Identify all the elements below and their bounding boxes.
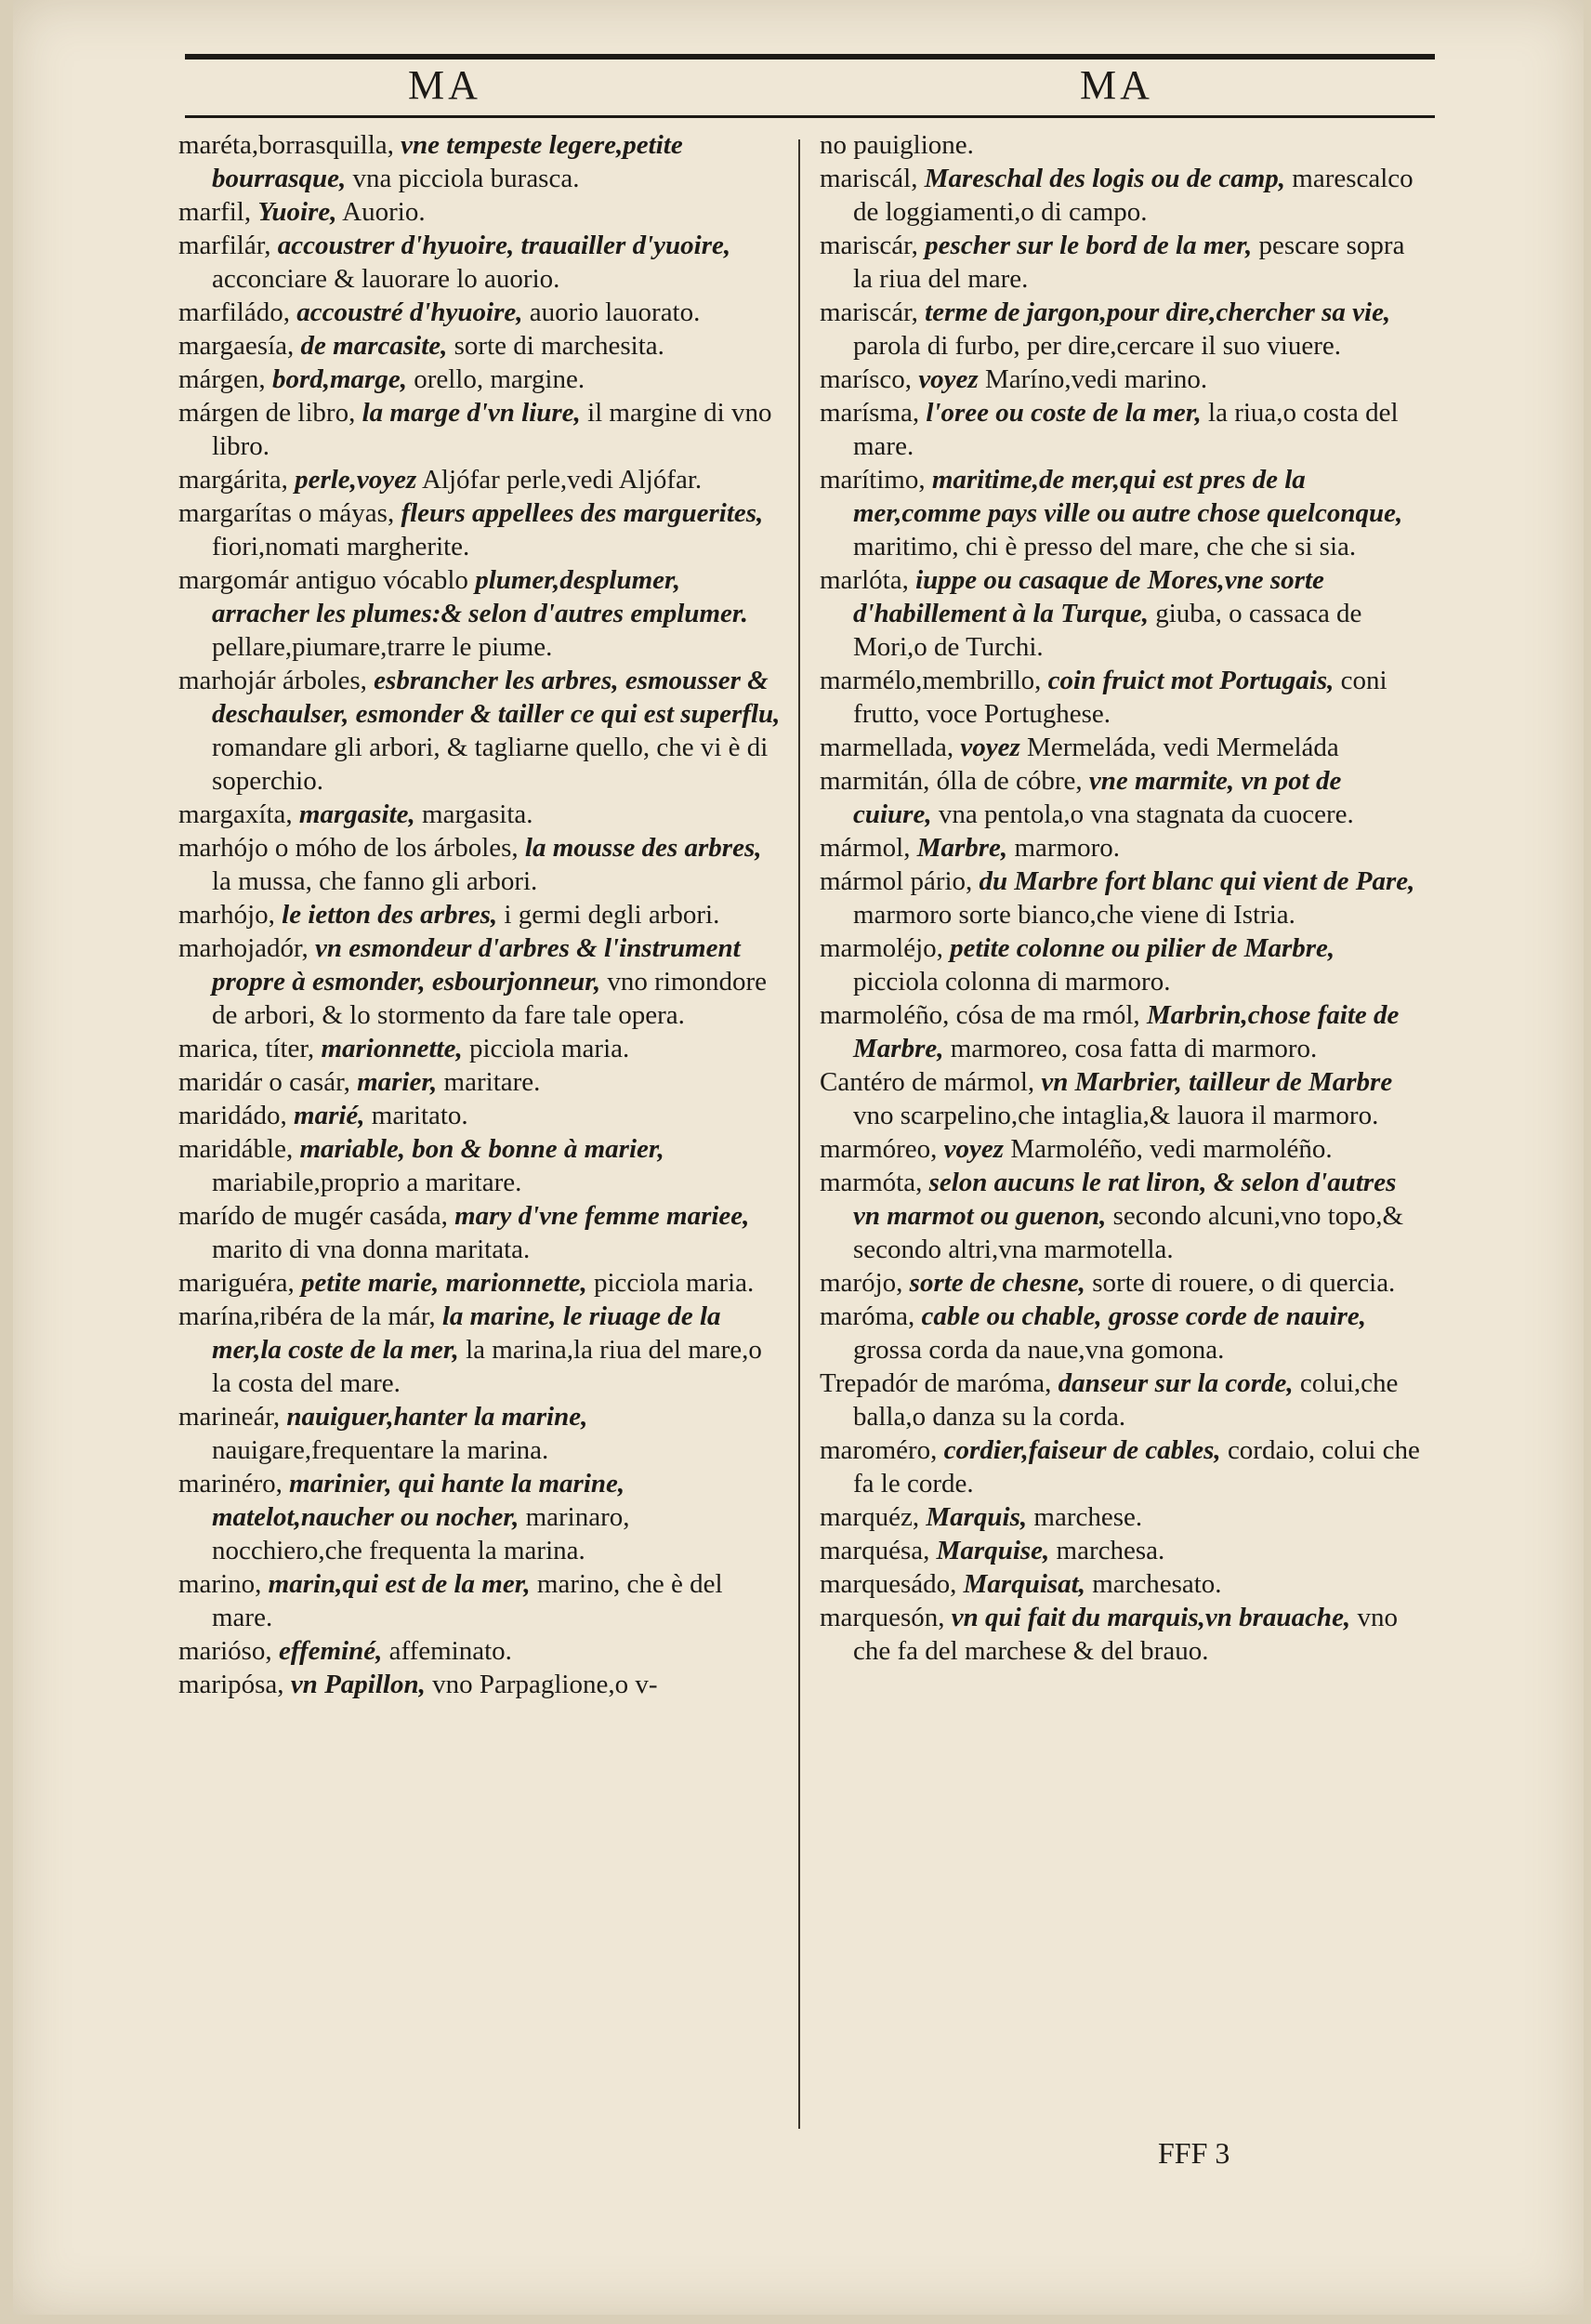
entry-headword: marmoléño, cósa de ma rmól,: [820, 1000, 1140, 1030]
entry-headword: marquésa,: [820, 1536, 930, 1565]
entry-french: pescher sur le bord de la mer,: [925, 231, 1253, 260]
entry-french: effeminé,: [278, 1636, 383, 1666]
dictionary-entry: [820, 363, 1424, 396]
dictionary-entry: [820, 931, 1424, 998]
entry-french: voyez: [960, 733, 1020, 762]
entry-headword: marino,: [178, 1569, 262, 1599]
entry-french: esbrancher les arbres, esmousser & deschaulser, esmonder & tailler ce qui est superflu,: [212, 666, 781, 729]
entry-italian: nauigare,frequentare la marina.: [212, 1435, 549, 1465]
entry-headword: marítimo,: [820, 465, 926, 495]
entry-french: vne tempeste legere,petite bourrasque,: [212, 130, 683, 193]
entry-headword: marquéz,: [820, 1502, 920, 1532]
entry-french: voyez: [918, 364, 979, 394]
entry-italian: vno che fa del marchese & del brauo.: [853, 1603, 1398, 1666]
entry-italian: Aljófar perle,vedi Aljófar.: [421, 465, 703, 495]
entry-headword: marfil,: [178, 197, 252, 227]
entry-italian: margasita.: [422, 799, 533, 829]
entry-french: vn Papillon,: [290, 1670, 426, 1699]
entry-italian: sorte di marchesita.: [454, 331, 664, 361]
entry-french: cordier,faiseur de cables,: [943, 1435, 1221, 1465]
entry-italian: cordaio, colui che fa le corde.: [853, 1435, 1420, 1499]
entry-french: marié,: [294, 1101, 365, 1130]
entry-french: accoustrer d'hyuoire, trauailler d'yuoire,: [277, 231, 731, 260]
entry-italian: pellare,piumare,trarre le piume.: [212, 632, 553, 662]
dictionary-entry: [178, 1400, 782, 1467]
dictionary-entry: [820, 1534, 1424, 1567]
entry-italian: il margine di vno libro.: [212, 398, 772, 461]
dictionary-entry: [178, 1032, 782, 1065]
entry-french: du Marbre fort blanc qui vient de Pare,: [979, 866, 1415, 896]
entry-italian: colui,che balla,o danza su la corda.: [853, 1368, 1399, 1432]
entry-italian: maritare.: [443, 1067, 541, 1097]
entry-french: voyez: [943, 1134, 1005, 1164]
entry-headword: marísco,: [820, 364, 913, 394]
running-head-left: MA: [408, 62, 481, 108]
dictionary-entry: [178, 128, 782, 195]
entry-french: marier,: [357, 1067, 438, 1097]
entry-headword: marhojár árboles,: [178, 666, 367, 695]
entry-headword: mariscár,: [820, 231, 918, 260]
dictionary-entry: [820, 128, 1424, 162]
dictionary-entry: [820, 396, 1424, 463]
dictionary-entry: [820, 731, 1424, 764]
dictionary-entry: [820, 162, 1424, 229]
entry-french: marinier, qui hante la marine, matelot,naucher ou nocher,: [212, 1469, 625, 1532]
dictionary-entry: [820, 764, 1424, 831]
dictionary-entry: [820, 1367, 1424, 1433]
entry-headword: marído de mugér casáda,: [178, 1201, 448, 1231]
running-head-right: MA: [1080, 62, 1153, 108]
entry-italian: secondo alcuni,vno topo,& secondo altri,vna marmotella.: [853, 1201, 1404, 1264]
entry-italian: marchesa.: [1056, 1536, 1165, 1565]
entry-french: plumer,desplumer, arracher les plumes:& selon d'autres emplumer.: [212, 565, 748, 628]
entry-french: vn Marbrier, tailleur de Marbre: [1041, 1067, 1393, 1097]
entry-headword: marquesádo,: [820, 1569, 957, 1599]
entry-headword: marmóreo,: [820, 1134, 938, 1164]
entry-italian: orello, margine.: [414, 364, 585, 394]
dictionary-entry: [820, 865, 1424, 931]
entry-italian: marito di vna donna maritata.: [212, 1235, 531, 1264]
entry-french: accoustré d'hyuoire,: [296, 297, 523, 327]
entry-french: Marquis,: [926, 1502, 1028, 1532]
entry-italian: auorio lauorato.: [529, 297, 701, 327]
entry-italian: marino, che è del mare.: [212, 1569, 723, 1632]
entry-italian: grossa corda da naue,vna gomona.: [853, 1335, 1225, 1365]
entry-italian: maritimo, chi è presso del mare, che che si sia.: [853, 532, 1357, 561]
entry-french: terme de jargon,pour dire,chercher sa vie,: [925, 297, 1391, 327]
entry-italian: marescalco de loggiamenti,o di campo.: [853, 164, 1413, 227]
entry-french: marin,qui est de la mer,: [268, 1569, 531, 1599]
entry-french: coin fruict mot Portugais,: [1047, 666, 1335, 695]
entry-headword: marhójo o móho de los árboles,: [178, 833, 519, 863]
entry-french: l'oree ou coste de la mer,: [926, 398, 1202, 428]
entry-headword: marmitán, ólla de cóbre,: [820, 766, 1083, 796]
entry-headword: marica, títer,: [178, 1034, 315, 1063]
dictionary-entry: [820, 1601, 1424, 1668]
entry-headword: maridádo,: [178, 1101, 287, 1130]
entry-french: vn qui fait du marquis,vn brauache,: [951, 1603, 1351, 1632]
entry-italian: marmoreo, cosa fatta di marmoro.: [950, 1034, 1318, 1063]
entry-headword: marísma,: [820, 398, 920, 428]
dictionary-entry: [820, 1567, 1424, 1601]
entry-headword: márgen,: [178, 364, 266, 394]
dictionary-entry: [820, 463, 1424, 563]
dictionary-entry: [178, 296, 782, 329]
dictionary-entry: [178, 1300, 782, 1400]
entry-headword: marfilár,: [178, 231, 271, 260]
dictionary-entry: [178, 1266, 782, 1300]
entry-italian: romandare gli arbori, & tagliarne quello, che vi è di soperchio.: [212, 733, 769, 796]
entry-headword: maréta,borrasquilla,: [178, 130, 394, 160]
entry-headword: Cantéro de mármol,: [820, 1067, 1035, 1097]
entry-italian: vno scarpelino,che intaglia,& lauora il marmoro.: [853, 1101, 1379, 1130]
dictionary-entry: [178, 1065, 782, 1099]
dictionary-entry: [178, 396, 782, 463]
entry-italian: acconciare & lauorare lo auorio.: [212, 264, 560, 294]
entry-headword: margaxíta,: [178, 799, 293, 829]
top-rule: [185, 54, 1435, 59]
entry-headword: maróma,: [820, 1301, 915, 1331]
entry-italian: giuba, o cassaca de Mori,o de Turchi.: [853, 599, 1362, 662]
entry-headword: maroméro,: [820, 1435, 938, 1465]
entry-headword: marineár,: [178, 1402, 281, 1432]
entry-italian: parola di furbo, per dire,cercare il suo viuere.: [853, 331, 1341, 361]
entry-french: sorte de chesne,: [909, 1268, 1085, 1298]
entry-headword: marójo,: [820, 1268, 903, 1298]
entry-italian: vno Parpaglione,o v-: [432, 1670, 658, 1699]
entry-italian: marmoro sorte bianco,che viene di Istria.: [853, 900, 1295, 930]
entry-french: Marquisat,: [963, 1569, 1085, 1599]
entry-headword: marmélo,membrillo,: [820, 666, 1042, 695]
entry-italian: picciola maria.: [468, 1034, 630, 1063]
entry-italian: vna pentola,o vna stagnata da cuocere.: [938, 799, 1354, 829]
entry-italian: i germi degli arbori.: [504, 900, 720, 930]
dictionary-entry: [178, 831, 782, 898]
entry-headword: marlóta,: [820, 565, 909, 595]
entry-italian: vna picciola burasca.: [352, 164, 580, 193]
dictionary-entry: [178, 798, 782, 831]
entry-italian: la riua,o costa del mare.: [853, 398, 1399, 461]
entry-headword: mármol,: [820, 833, 911, 863]
entry-italian: picciola maria.: [594, 1268, 755, 1298]
entry-headword: marfiládo,: [178, 297, 290, 327]
entry-headword: marióso,: [178, 1636, 272, 1666]
entry-french: de marcasite,: [300, 331, 448, 361]
entry-italian: no pauiglione.: [820, 130, 974, 160]
entry-french: Mareschal des logis ou de camp,: [924, 164, 1286, 193]
entry-headword: maridár o casár,: [178, 1067, 350, 1097]
entry-italian: coni frutto, voce Portughese.: [853, 666, 1387, 729]
entry-italian: maritato.: [371, 1101, 468, 1130]
entry-french: fleurs appellees des marguerites,: [401, 498, 764, 528]
column-divider: [798, 139, 800, 2129]
entry-headword: márgen de libro,: [178, 398, 356, 428]
entry-french: nauiguer,hanter la marine,: [286, 1402, 588, 1432]
entry-french: petite colonne ou pilier de Marbre,: [950, 933, 1335, 963]
entry-headword: maripósa,: [178, 1670, 284, 1699]
entry-french: Marquise,: [936, 1536, 1050, 1565]
dictionary-entry: [178, 463, 782, 496]
dictionary-entry: [820, 998, 1424, 1065]
entry-italian: Auorio.: [342, 197, 426, 227]
dictionary-entry: [820, 1065, 1424, 1132]
right-column: [820, 128, 1424, 1668]
entry-headword: marmóta,: [820, 1168, 923, 1197]
entry-french: mariable, bon & bonne à marier,: [299, 1134, 664, 1164]
entry-french: vn esmondeur d'arbres & l'instrument propre à esmonder, esbourjonneur,: [212, 933, 741, 997]
entry-italian: pescare sopra la riua del mare.: [853, 231, 1405, 294]
entry-italian: fiori,nomati margherite.: [212, 532, 470, 561]
dictionary-entry: [820, 664, 1424, 731]
dictionary-entry: [178, 1567, 782, 1634]
entry-headword: maridáble,: [178, 1134, 294, 1164]
entry-french: maritime,de mer,qui est pres de la mer,comme pays ville ou autre chose quelconque,: [853, 465, 1403, 528]
entry-italian: picciola colonna di marmoro.: [853, 967, 1171, 997]
dictionary-entry: [820, 1300, 1424, 1367]
entry-french: iuppe ou casaque de Mores,vne sorte d'habillement à la Turque,: [853, 565, 1324, 628]
entry-french: marionnette,: [321, 1034, 463, 1063]
entry-headword: mariscár,: [820, 297, 918, 327]
entry-french: perle,voyez: [295, 465, 417, 495]
entry-french: la mousse des arbres,: [524, 833, 762, 863]
book-page: [13, 0, 1584, 2315]
dictionary-entry: [820, 296, 1424, 363]
entry-italian: Mermeláda, vedi Mermeláda: [1027, 733, 1339, 762]
dictionary-entry: [178, 195, 782, 229]
dictionary-entry: [178, 664, 782, 798]
left-column: [178, 128, 782, 1701]
entry-headword: margaesía,: [178, 331, 295, 361]
signature-mark: FFF 3: [1158, 2136, 1230, 2170]
entry-french: cable ou chable, grosse corde de nauire,: [921, 1301, 1366, 1331]
entry-headword: mariscál,: [820, 164, 918, 193]
entry-italian: mariabile,proprio a maritare.: [212, 1168, 522, 1197]
entry-headword: margarítas o máyas,: [178, 498, 395, 528]
dictionary-entry: [178, 1668, 782, 1701]
entry-french: bord,marge,: [271, 364, 407, 394]
entry-french: mary d'vne femme mariee,: [454, 1201, 750, 1231]
entry-headword: marhójo,: [178, 900, 275, 930]
entry-italian: la marina,la riua del mare,o la costa del mare.: [212, 1335, 762, 1398]
entry-french: Marbrin,chose faite de Marbre,: [853, 1000, 1400, 1063]
entry-french: la marge d'vn liure,: [362, 398, 581, 428]
entry-headword: marína,ribéra de la már,: [178, 1301, 436, 1331]
entry-italian: marinaro, nocchiero,che frequenta la marina.: [212, 1502, 630, 1565]
entry-french: selon aucuns le rat liron, & selon d'autres vn marmot ou guenon,: [853, 1168, 1397, 1231]
dictionary-entry: [178, 1634, 782, 1668]
entry-italian: marchesato.: [1092, 1569, 1222, 1599]
entry-headword: marquesón,: [820, 1603, 945, 1632]
dictionary-entry: [178, 1467, 782, 1567]
header-rule: [185, 115, 1435, 118]
entry-italian: marmoro.: [1014, 833, 1120, 863]
dictionary-entry: [820, 1166, 1424, 1266]
entry-italian: Maríno,vedi marino.: [984, 364, 1208, 394]
dictionary-entry: [820, 1266, 1424, 1300]
dictionary-entry: [820, 1433, 1424, 1500]
entry-italian: Marmoléño, vedi marmoléño.: [1010, 1134, 1333, 1164]
dictionary-entry: [178, 1132, 782, 1199]
entry-headword: mármol pário,: [820, 866, 973, 896]
entry-headword: margárita,: [178, 465, 288, 495]
dictionary-entry: [820, 831, 1424, 865]
entry-headword: marmoléjo,: [820, 933, 943, 963]
entry-french: le ietton des arbres,: [282, 900, 498, 930]
dictionary-entry: [178, 496, 782, 563]
entry-headword: marinéro,: [178, 1469, 283, 1499]
entry-headword: margomár antiguo vócablo: [178, 565, 468, 595]
dictionary-entry: [178, 1199, 782, 1266]
entry-french: danseur sur la corde,: [1058, 1368, 1294, 1398]
dictionary-entry: [820, 563, 1424, 664]
dictionary-entry: [178, 229, 782, 296]
dictionary-entry: [178, 329, 782, 363]
entry-french: petite marie, marionnette,: [301, 1268, 587, 1298]
entry-italian: affeminato.: [388, 1636, 512, 1666]
dictionary-entry: [178, 898, 782, 931]
entry-french: vne marmite, vn pot de cuiure,: [853, 766, 1342, 829]
entry-headword: mariguéra,: [178, 1268, 295, 1298]
dictionary-entry: [820, 1132, 1424, 1166]
dictionary-entry: [178, 931, 782, 1032]
entry-french: Marbre,: [916, 833, 1008, 863]
entry-headword: marmellada,: [820, 733, 954, 762]
entry-headword: marhojadór,: [178, 933, 309, 963]
entry-italian: vno rimondore de arbori, & lo stormento da fare tale opera.: [212, 967, 767, 1030]
entry-french: Yuoire,: [257, 197, 337, 227]
entry-french: la marine, le riuage de la mer,la coste de la mer,: [212, 1301, 721, 1365]
dictionary-entry: [178, 363, 782, 396]
dictionary-entry: [178, 563, 782, 664]
dictionary-entry: [820, 1500, 1424, 1534]
entry-italian: sorte di rouere, o di quercia.: [1092, 1268, 1396, 1298]
dictionary-entry: [178, 1099, 782, 1132]
entry-headword: Trepadór de maróma,: [820, 1368, 1052, 1398]
entry-french: margasite,: [298, 799, 415, 829]
dictionary-entry: [820, 229, 1424, 296]
entry-italian: la mussa, che fanno gli arbori.: [212, 866, 538, 896]
entry-italian: marchese.: [1033, 1502, 1143, 1532]
